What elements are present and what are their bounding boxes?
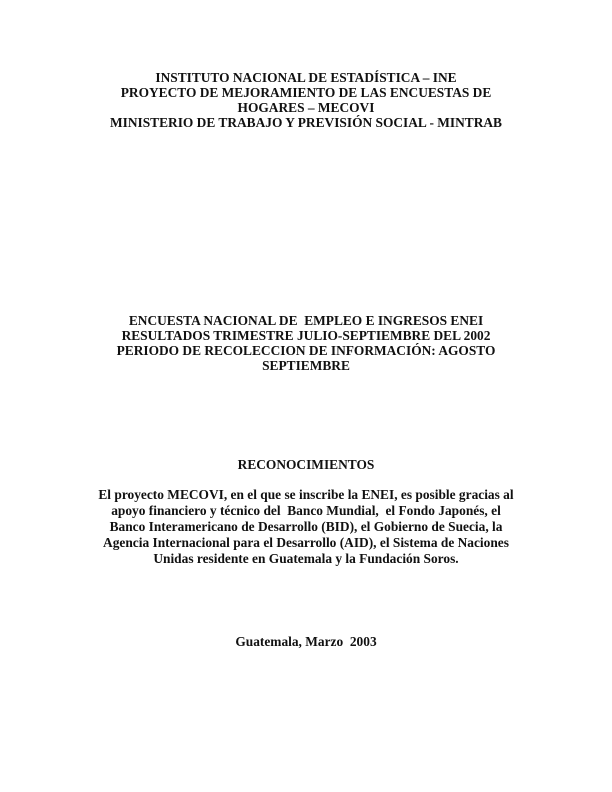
place-date-text: Guatemala, Marzo 2003 — [235, 634, 377, 649]
institution-header — [0, 70, 612, 130]
document-title — [0, 313, 612, 373]
acknowledgements-paragraph — [0, 487, 612, 567]
header-line-ministry: MINISTERIO DE TRABAJO Y PREVISIÓN SOCIAL - MINTRAB — [110, 115, 502, 130]
acknowledgements-heading — [0, 457, 612, 472]
header-line-project: PROYECTO DE MEJORAMIENTO DE LAS ENCUESTAS DE — [120, 85, 492, 100]
header-line-institute: INSTITUTO NACIONAL DE ESTADÍSTICA – INE — [155, 70, 457, 85]
acknowledgements-line: Unidas residente en Guatemala y la Fundación Soros. — [153, 551, 459, 566]
place-date — [0, 634, 612, 649]
acknowledgements-line: apoyo financiero y técnico del Banco Mundial, el Fondo Japonés, el — [111, 503, 501, 518]
title-line-period: PERIODO DE RECOLECCION DE INFORMACIÓN: AGOSTO — [116, 343, 496, 358]
title-line-results: RESULTADOS TRIMESTRE JULIO-SEPTIEMBRE DEL 2002 — [121, 328, 491, 343]
acknowledgements-line: El proyecto MECOVI, en el que se inscribe la ENEI, es posible gracias al — [98, 487, 514, 502]
acknowledgements-heading-text: RECONOCIMIENTOS — [237, 457, 375, 472]
title-line-survey: ENCUESTA NACIONAL DE EMPLEO E INGRESOS ENEI — [128, 313, 484, 328]
title-line-period-cont: SEPTIEMBRE — [262, 358, 350, 373]
header-line-project-cont: HOGARES – MECOVI — [237, 100, 375, 115]
acknowledgements-line: Agencia Internacional para el Desarrollo (AID), el Sistema de Naciones — [103, 535, 509, 550]
acknowledgements-line: Banco Interamericano de Desarrollo (BID), el Gobierno de Suecia, la — [109, 519, 503, 534]
